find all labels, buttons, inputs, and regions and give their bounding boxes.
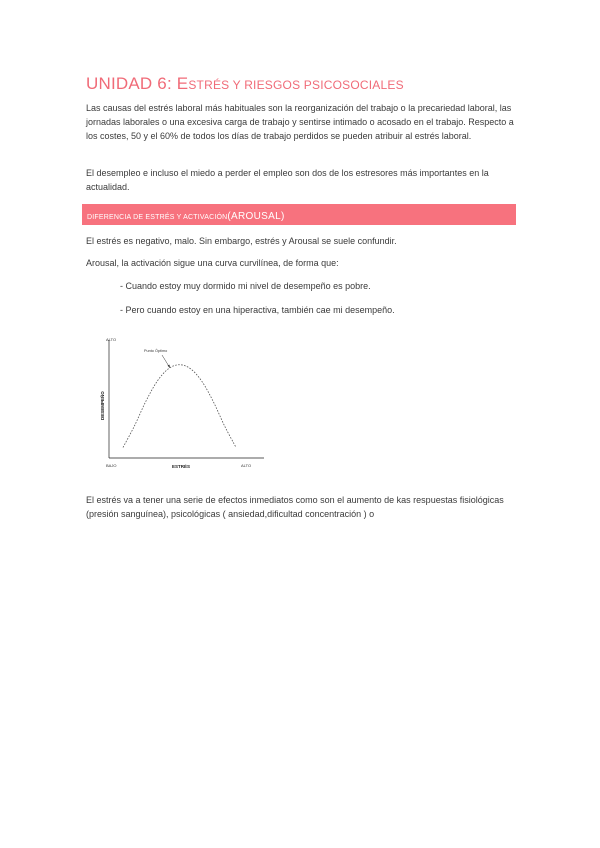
annotation-arrowhead (168, 365, 171, 368)
section-header-large: (AROUSAL) (227, 211, 285, 222)
title-unit: UNIDAD 6: (86, 74, 177, 93)
section-header (82, 204, 516, 225)
x-right-label: ALTO (241, 463, 252, 468)
bullet-item: - Pero cuando estoy en una hiperactiva, también cae mi desempeño. (120, 305, 395, 315)
paragraph-causes: Las causas del estrés laboral más habituales son la reorganización del trabajo o la precariedad laboral, las jornadas laborales o una excesiva carga de trabajo y sentirse intimado o acosado en el trabajo. Respecto a los costes, 50 y el 60% de todos los días de trabajo perdidos se pueden atribuir al estrés laboral. (86, 103, 514, 141)
page-title (86, 74, 404, 94)
paragraph-effects: El estrés va a tener una serie de efectos inmediatos como son el aumento de kas respuestas fisiológicas (presión sanguínea), psicológicas ( ansiedad,dificultad concentración ) o (86, 495, 504, 519)
y-top-label: ALTO (106, 337, 117, 342)
arousal-curve (123, 365, 236, 448)
section-header-small: DIFERENCIA DE ESTRÉS Y ACTIVACIÓN (87, 214, 228, 221)
optimum-annotation: Punto Óptimo (144, 349, 168, 353)
x-axis-title: ESTRÉS (172, 464, 191, 469)
y-axis-title: DESEMPEÑO (100, 391, 105, 420)
paragraph-stress-negative: El estrés es negativo, malo. Sin embargo, estrés y Arousal se suele confundir. (86, 236, 397, 246)
arousal-chart (96, 330, 276, 478)
title-rest: STRÉS Y RIESGOS PSICOSOCIALES (188, 78, 404, 92)
bullet-item: - Cuando estoy muy dormido mi nivel de desempeño es pobre. (120, 281, 371, 291)
curve-points (123, 365, 236, 448)
paragraph-unemployment: El desempleo e incluso el miedo a perder el empleo son dos de los estresores más importantes en la actualidad. (86, 168, 489, 192)
title-first-letter: E (176, 74, 189, 93)
paragraph-arousal: Arousal, la activación sigue una curva curvilínea, de forma que: (86, 258, 339, 268)
x-left-label: BAJO (106, 463, 117, 468)
